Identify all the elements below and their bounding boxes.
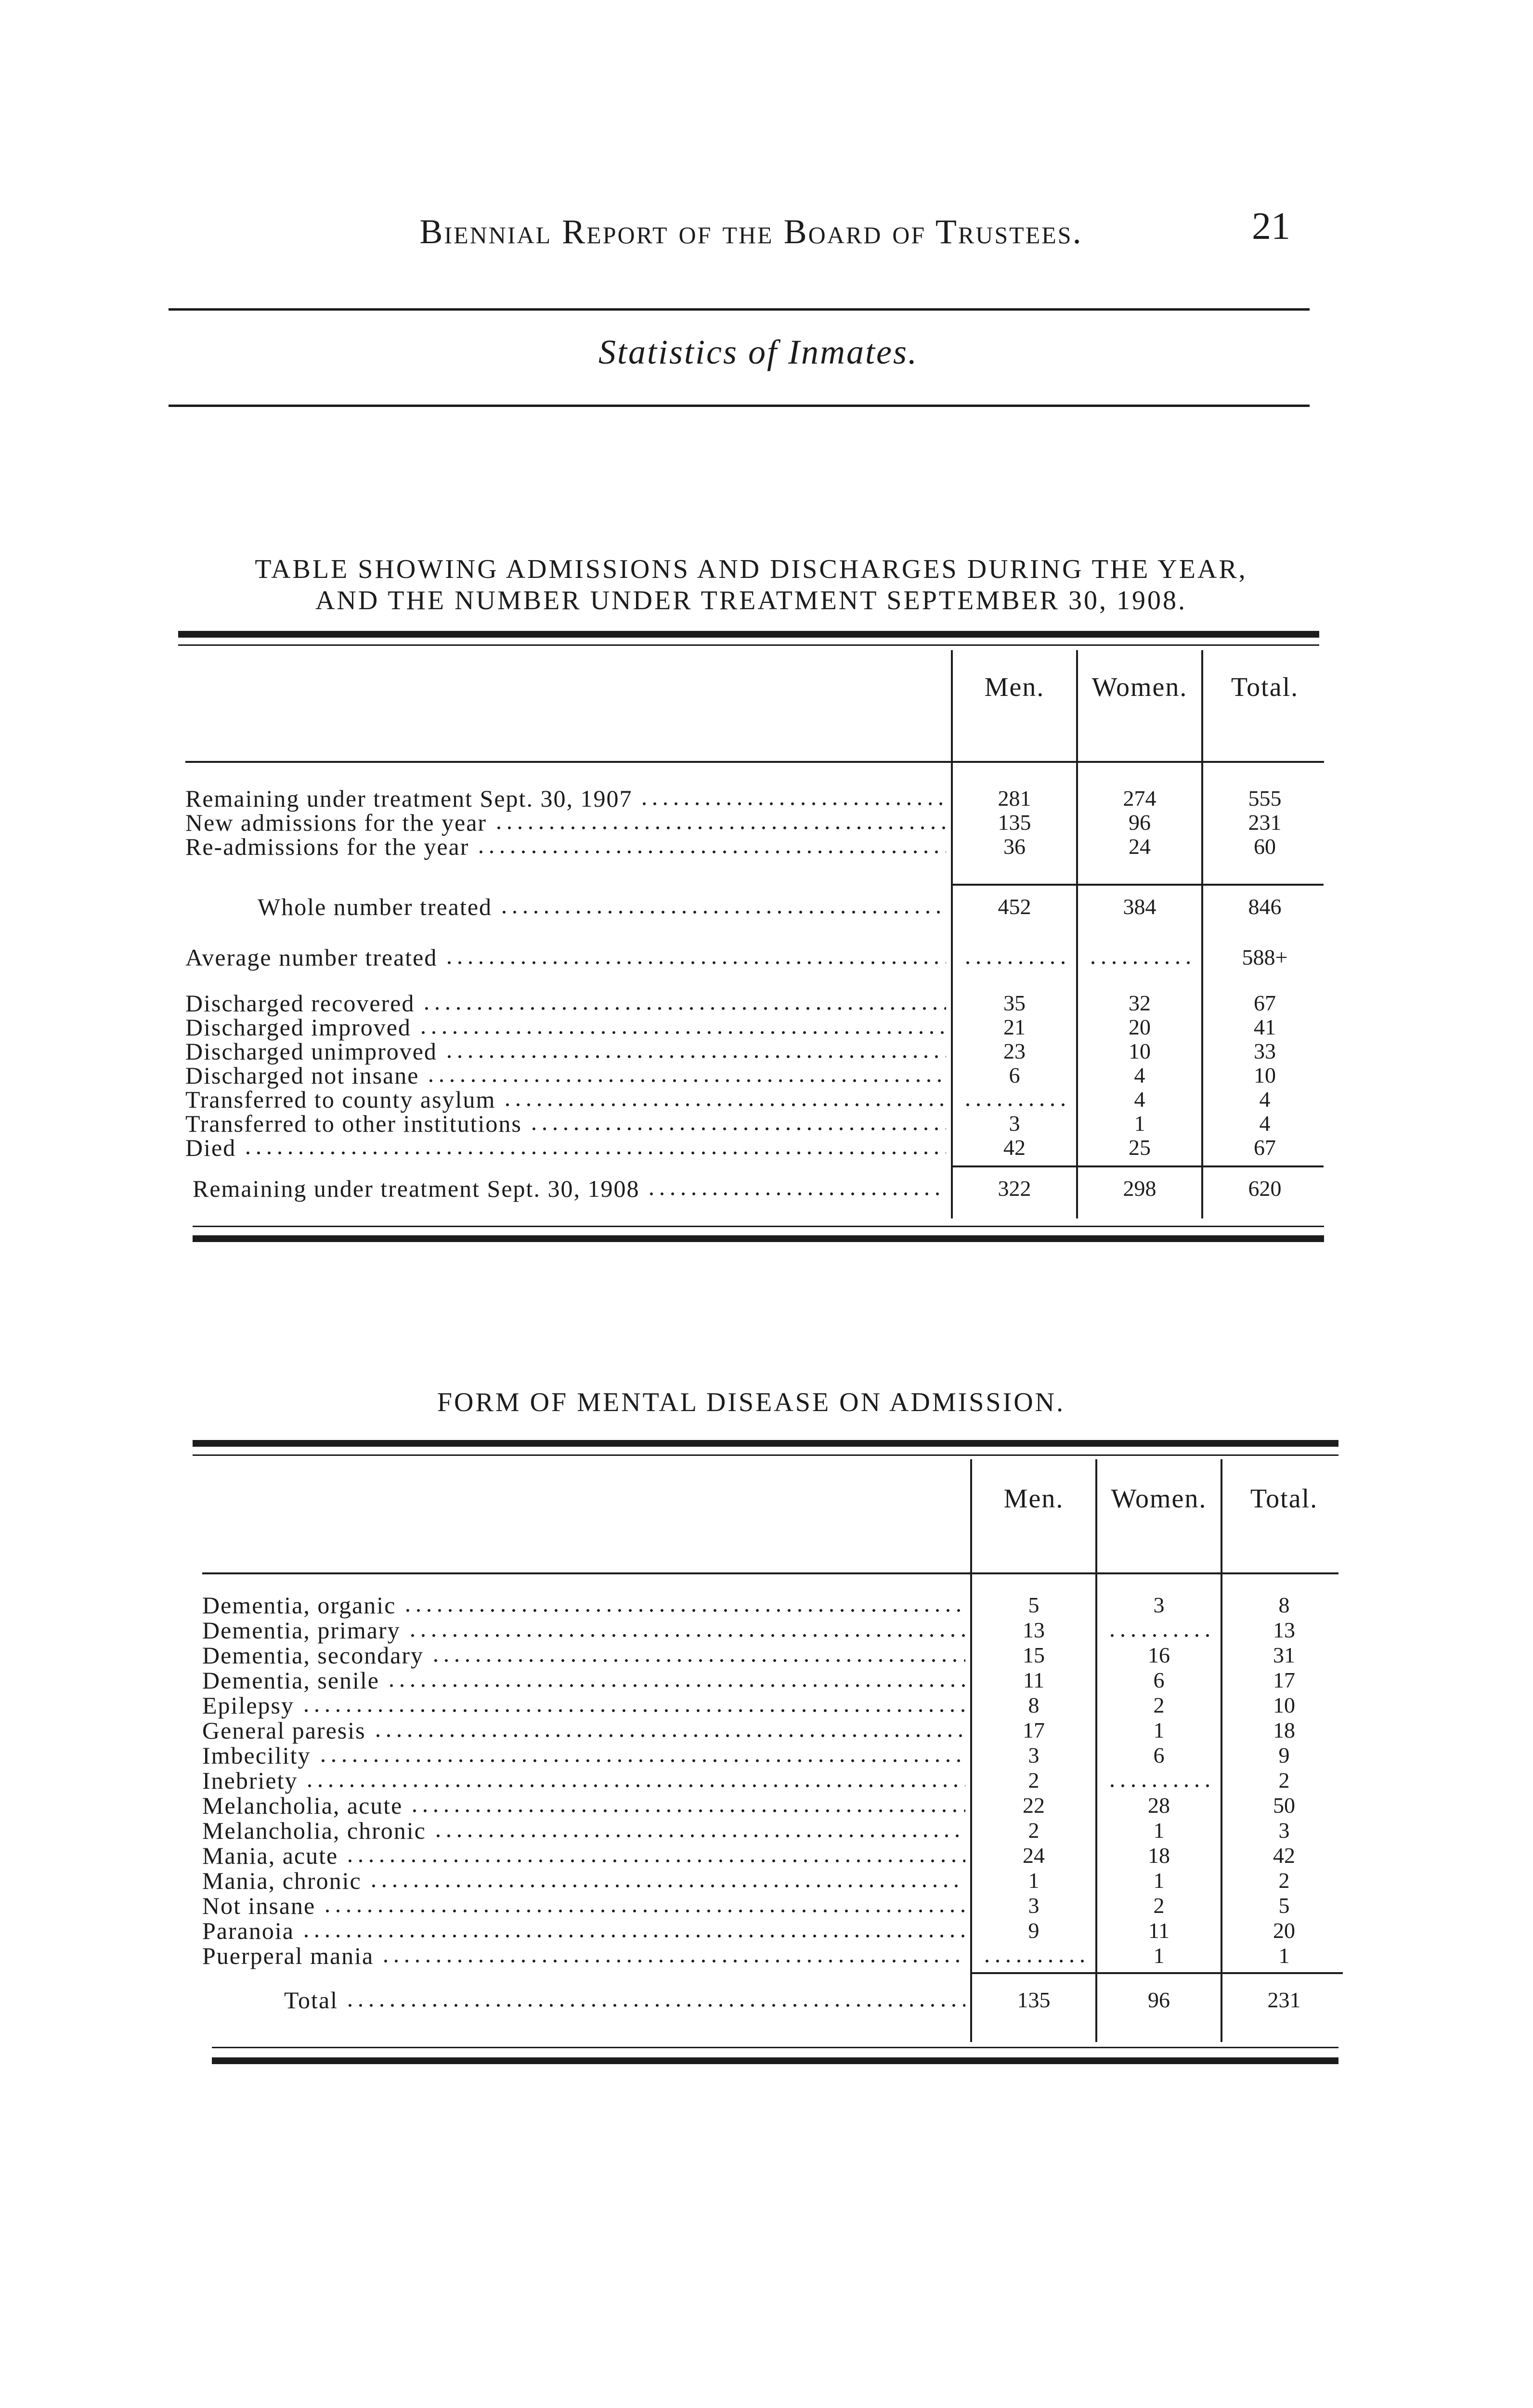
cell-women: 6: [1153, 1668, 1165, 1692]
cell-men: 11: [1023, 1668, 1045, 1692]
dot-leader: [494, 825, 946, 830]
table-row: [202, 1942, 965, 1969]
dot-leader: [430, 1658, 965, 1663]
cell-women: 298: [1123, 1176, 1156, 1201]
cell-men: 281: [998, 786, 1031, 811]
cell-total: 13: [1273, 1618, 1295, 1642]
cell-total: 50: [1273, 1793, 1295, 1818]
cell-total: 20: [1273, 1918, 1295, 1943]
cell-men: 3: [1028, 1743, 1039, 1767]
cell-men: 15: [1023, 1643, 1045, 1667]
row-label: Re-admissions for the year: [185, 833, 469, 860]
row-label: Dementia, primary: [202, 1617, 401, 1644]
row-label: Discharged recovered: [185, 990, 415, 1017]
cell-women: 3: [1153, 1593, 1165, 1617]
cell-men: 6: [1009, 1063, 1020, 1087]
cell-men: 2: [1028, 1818, 1039, 1843]
table1-subtotal-rule-1: [953, 884, 1324, 886]
cell-total: 4: [1259, 1087, 1271, 1112]
cell-men: 24: [1023, 1843, 1045, 1868]
cell-total: 620: [1248, 1176, 1282, 1201]
row-label: Died: [185, 1134, 236, 1161]
cell-men: 8: [1028, 1693, 1039, 1717]
row-label: Average number treated: [185, 944, 438, 971]
table-row: [202, 1842, 965, 1869]
cell-women: 24: [1129, 834, 1151, 859]
cell-total: 17: [1273, 1668, 1295, 1692]
cell-total: 33: [1254, 1039, 1276, 1063]
empty-cell-dots: [962, 960, 1066, 965]
row-label: Dementia, secondary: [202, 1642, 424, 1669]
table-row: [185, 1062, 946, 1089]
empty-cell-dots: [1088, 960, 1192, 965]
cell-women: 18: [1148, 1843, 1170, 1868]
table1-top-thick-rule: [178, 631, 1319, 638]
cell-women: 384: [1123, 894, 1156, 919]
empty-cell-dots: [962, 1102, 1066, 1107]
table-row: [202, 1817, 965, 1844]
cell-total: 42: [1273, 1843, 1295, 1868]
dot-leader: [345, 2003, 965, 2008]
dot-leader: [304, 1783, 965, 1788]
table-row: [284, 1987, 965, 2014]
table1-header-men: Men.: [984, 672, 1045, 702]
row-label: Melancholia, chronic: [202, 1817, 426, 1844]
row-label: Dementia, senile: [202, 1667, 379, 1694]
cell-total: 9: [1278, 1743, 1290, 1767]
table1-bottom-thick-rule: [193, 1235, 1324, 1242]
cell-men: 1: [1028, 1868, 1039, 1893]
dot-leader: [409, 1808, 965, 1813]
cell-men: 42: [1003, 1135, 1026, 1160]
table-row: [202, 1642, 965, 1669]
cell-women: 28: [1148, 1793, 1170, 1818]
table-row: [185, 1086, 946, 1113]
dot-leader: [639, 801, 946, 806]
cell-total: 3: [1278, 1818, 1290, 1843]
dot-leader: [426, 1078, 946, 1083]
cell-total: 2: [1278, 1868, 1290, 1893]
cell-total: 1: [1278, 1943, 1290, 1968]
dot-leader: [476, 850, 946, 854]
cell-total: 231: [1248, 810, 1282, 835]
cell-total: 8: [1278, 1593, 1290, 1617]
table1-bottom-thin-rule: [193, 1226, 1324, 1227]
cell-women: 2: [1153, 1893, 1165, 1918]
table-row: [185, 1014, 946, 1041]
row-label: Inebriety: [202, 1767, 298, 1794]
dot-leader: [646, 1191, 946, 1196]
row-label: General paresis: [202, 1717, 366, 1744]
cell-total: 67: [1254, 1135, 1276, 1160]
cell-women: 20: [1129, 1015, 1151, 1039]
table2-header-men: Men.: [1003, 1484, 1064, 1514]
table-row: [193, 1175, 946, 1202]
cell-total: 555: [1248, 786, 1282, 811]
table-row: [202, 1592, 965, 1619]
row-label: Transferred to other institutions: [185, 1110, 522, 1137]
empty-cell-dots: [1107, 1633, 1211, 1638]
cell-women: 1: [1153, 1818, 1165, 1843]
cell-women: 96: [1148, 1988, 1170, 2012]
table-row: [202, 1792, 965, 1819]
table-row: [202, 1767, 965, 1794]
cell-women: 1: [1134, 1111, 1145, 1136]
table2-caption: FORM OF MENTAL DISEASE ON ADMISSION.: [437, 1387, 1065, 1417]
dot-leader: [345, 1858, 965, 1863]
cell-total: 18: [1273, 1718, 1295, 1742]
table-row: [202, 1692, 965, 1719]
dot-leader: [499, 910, 946, 915]
dot-leader: [421, 1006, 946, 1011]
row-label: Mania, chronic: [202, 1867, 362, 1894]
cell-men: 13: [1023, 1618, 1045, 1642]
cell-total: 41: [1254, 1015, 1276, 1039]
table1-subtotal-rule-2: [953, 1165, 1324, 1167]
cell-women: 1: [1153, 1718, 1165, 1742]
empty-cell-dots: [1107, 1783, 1211, 1788]
cell-men: 21: [1003, 1015, 1026, 1039]
table2-header-total: Total.: [1250, 1484, 1318, 1514]
dot-leader: [243, 1151, 946, 1155]
dot-leader: [418, 1030, 946, 1035]
cell-total: 67: [1254, 991, 1276, 1015]
header-rule-bottom: [169, 405, 1310, 407]
dot-leader: [380, 1959, 965, 1963]
table-row: [202, 1892, 965, 1919]
table2-top-thin-rule: [193, 1454, 1338, 1456]
table1-caption-line2: AND THE NUMBER UNDER TREATMENT SEPTEMBER 30, 1908.: [315, 586, 1187, 615]
table-row: [202, 1667, 965, 1694]
dot-leader: [322, 1909, 965, 1913]
table-row: [202, 1617, 965, 1644]
cell-men: 3: [1009, 1111, 1020, 1136]
row-label: Not insane: [202, 1892, 316, 1919]
dot-leader: [386, 1683, 965, 1688]
cell-women: 10: [1129, 1039, 1151, 1063]
row-label: Remaining under treatment Sept. 30, 1907: [185, 785, 633, 812]
table2-bottom-thick-rule: [212, 2057, 1338, 2064]
table-row: [185, 785, 946, 812]
table-row: [258, 893, 946, 920]
table-row: [185, 809, 946, 836]
table-row: [202, 1867, 965, 1894]
cell-women: 274: [1123, 786, 1156, 811]
table-row: [185, 1110, 946, 1137]
table-row: [202, 1742, 965, 1769]
row-label: Discharged not insane: [185, 1062, 419, 1089]
cell-women: 4: [1134, 1063, 1145, 1087]
table-row: [202, 1717, 965, 1744]
cell-men: 5: [1028, 1593, 1039, 1617]
cell-women: 32: [1129, 991, 1151, 1015]
table-row: [185, 990, 946, 1017]
row-label: Discharged improved: [185, 1014, 411, 1041]
table-row: [202, 1917, 965, 1944]
cell-men: 135: [998, 810, 1031, 835]
cell-women: 2: [1153, 1693, 1165, 1717]
table-row: [185, 1038, 946, 1065]
dot-leader: [502, 1102, 946, 1107]
dot-leader: [373, 1733, 965, 1738]
cell-men: 17: [1023, 1718, 1045, 1742]
cell-total: 10: [1254, 1063, 1276, 1087]
cell-men: 3: [1028, 1893, 1039, 1918]
cell-men: 22: [1023, 1793, 1045, 1818]
table1-caption-line1: TABLE SHOWING ADMISSIONS AND DISCHARGES DURING THE YEAR,: [255, 554, 1247, 584]
row-label: New admissions for the year: [185, 809, 487, 836]
table2-top-thick-rule: [193, 1440, 1338, 1447]
dot-leader: [318, 1758, 966, 1763]
cell-men: 35: [1003, 991, 1026, 1015]
dot-leader: [301, 1708, 965, 1713]
cell-total: 846: [1248, 894, 1282, 919]
cell-women: 1: [1153, 1943, 1165, 1968]
table-row: [185, 833, 946, 860]
cell-total: 31: [1273, 1643, 1295, 1667]
running-title: Biennial Report of the Board of Trustees.: [419, 212, 1083, 251]
dot-leader: [403, 1608, 965, 1613]
table-row: [185, 944, 946, 971]
row-label: Imbecility: [202, 1742, 311, 1769]
dot-leader: [444, 1054, 946, 1059]
row-label: Transferred to county asylum: [185, 1086, 496, 1113]
cell-total: 10: [1273, 1693, 1295, 1717]
header-rule-top: [169, 308, 1310, 311]
table1-top-thin-rule: [178, 644, 1319, 646]
row-label: Discharged unimproved: [185, 1038, 437, 1065]
row-label: Dementia, organic: [202, 1592, 396, 1619]
cell-men: 452: [998, 894, 1031, 919]
row-label: Epilepsy: [202, 1692, 294, 1719]
cell-men: 23: [1003, 1039, 1026, 1063]
dot-leader: [407, 1633, 965, 1638]
cell-total: 231: [1267, 1988, 1301, 2012]
cell-men: 322: [998, 1176, 1031, 1201]
dot-leader: [433, 1833, 965, 1838]
table-row: [185, 1134, 946, 1161]
dot-leader: [368, 1884, 965, 1888]
dot-leader: [301, 1934, 965, 1938]
table1-header-total: Total.: [1231, 672, 1299, 702]
row-label: Puerperal mania: [202, 1942, 374, 1969]
table1-header-rule: [185, 761, 1324, 763]
section-title: Statistics of Inmates.: [598, 333, 918, 371]
row-label: Melancholia, acute: [202, 1792, 403, 1819]
dot-leader: [529, 1126, 946, 1131]
empty-cell-dots: [982, 1959, 1086, 1963]
row-label: Whole number treated: [258, 893, 493, 920]
cell-total: 588+: [1242, 945, 1288, 969]
row-label: Total: [284, 1987, 338, 2014]
cell-total: 60: [1254, 834, 1276, 859]
table1-header-women: Women.: [1091, 672, 1188, 702]
cell-total: 2: [1278, 1768, 1290, 1793]
table2-header-women: Women.: [1111, 1484, 1207, 1514]
page-number: 21: [1252, 205, 1290, 248]
table2-header-rule: [202, 1572, 1338, 1574]
table2-bottom-thin-rule: [212, 2047, 1338, 2048]
cell-men: 9: [1028, 1918, 1039, 1943]
table2-total-rule: [972, 1972, 1343, 1974]
row-label: Mania, acute: [202, 1842, 338, 1869]
cell-women: 25: [1129, 1135, 1151, 1160]
cell-women: 16: [1148, 1643, 1170, 1667]
cell-men: 2: [1028, 1768, 1039, 1793]
cell-total: 5: [1278, 1893, 1290, 1918]
row-label: Paranoia: [202, 1917, 294, 1944]
cell-women: 11: [1148, 1918, 1170, 1943]
cell-total: 4: [1259, 1111, 1271, 1136]
cell-women: 1: [1153, 1868, 1165, 1893]
cell-women: 6: [1153, 1743, 1165, 1767]
cell-men: 36: [1003, 834, 1026, 859]
cell-women: 96: [1129, 810, 1151, 835]
cell-men: 135: [1017, 1988, 1051, 2012]
dot-leader: [444, 960, 946, 965]
cell-women: 4: [1134, 1087, 1145, 1112]
row-label: Remaining under treatment Sept. 30, 1908: [193, 1175, 640, 1202]
